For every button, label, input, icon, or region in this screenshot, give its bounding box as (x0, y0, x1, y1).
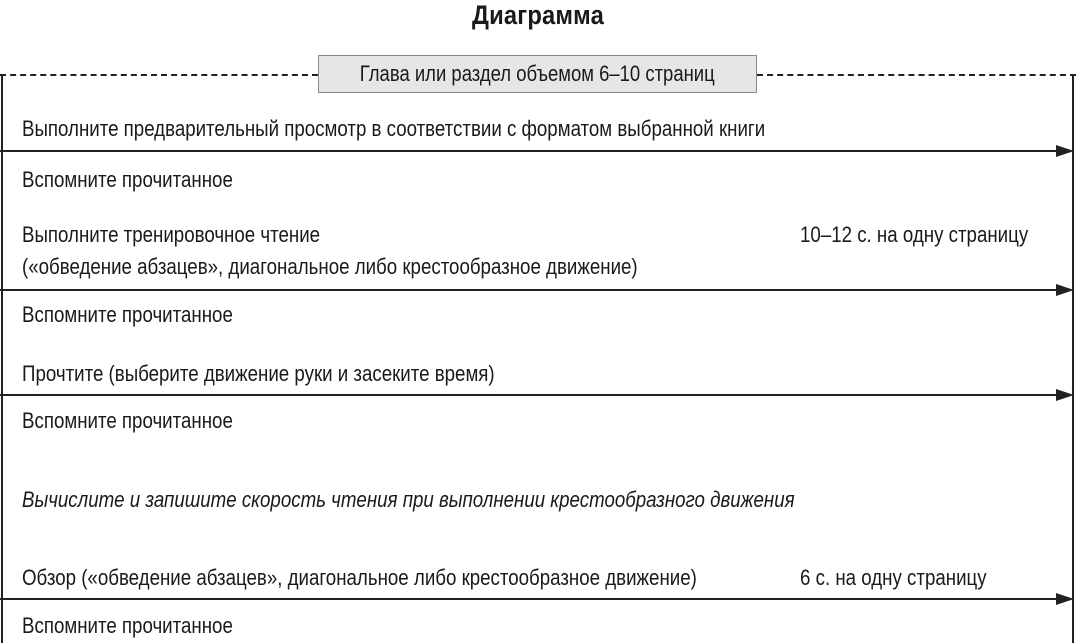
arrow-head-icon (1056, 593, 1074, 605)
step-practice-reading-detail: («обведение абзацев», диагональное либо крестообразное движение) (22, 254, 638, 279)
dashed-frame-top-right (757, 74, 1076, 76)
step-recall-2: Вспомните прочитанное (22, 302, 233, 327)
chapter-header-box (318, 55, 757, 93)
step-recall-3: Вспомните прочитанное (22, 408, 233, 433)
step-practice-reading: Выполните тренировочное чтение (22, 222, 321, 247)
step-recall-1: Вспомните прочитанное (22, 167, 233, 192)
arrow-4 (0, 592, 1076, 606)
arrow-head-icon (1056, 389, 1074, 401)
diagram-title: Диаграмма (471, 0, 604, 30)
step-preview: Выполните предварительный просмотр в соответствии с форматом выбранной книги (22, 116, 766, 141)
frame-right-border (1072, 74, 1074, 643)
step-read-timed: Прочтите (выберите движение руки и засеките время) (22, 361, 495, 386)
step-recall-4: Вспомните прочитанное (22, 613, 233, 638)
arrow-1 (0, 144, 1076, 158)
timing-practice: 10–12 с. на одну страницу (800, 222, 1029, 247)
arrow-head-icon (1056, 284, 1074, 296)
chapter-header-label: Глава или раздел объемом 6–10 страниц (360, 61, 715, 86)
timing-review: 6 с. на одну страницу (800, 565, 987, 590)
step-calculate-speed: Вычислите и запишите скорость чтения при выполнении крестообразного движения (22, 487, 795, 512)
arrow-2 (0, 283, 1076, 297)
step-review: Обзор («обведение абзацев», диагональное либо крестообразное движение) (22, 565, 697, 590)
dashed-frame-top-left (0, 74, 318, 76)
arrow-head-icon (1056, 145, 1074, 157)
arrow-3 (0, 388, 1076, 402)
frame-left-border (1, 74, 3, 643)
